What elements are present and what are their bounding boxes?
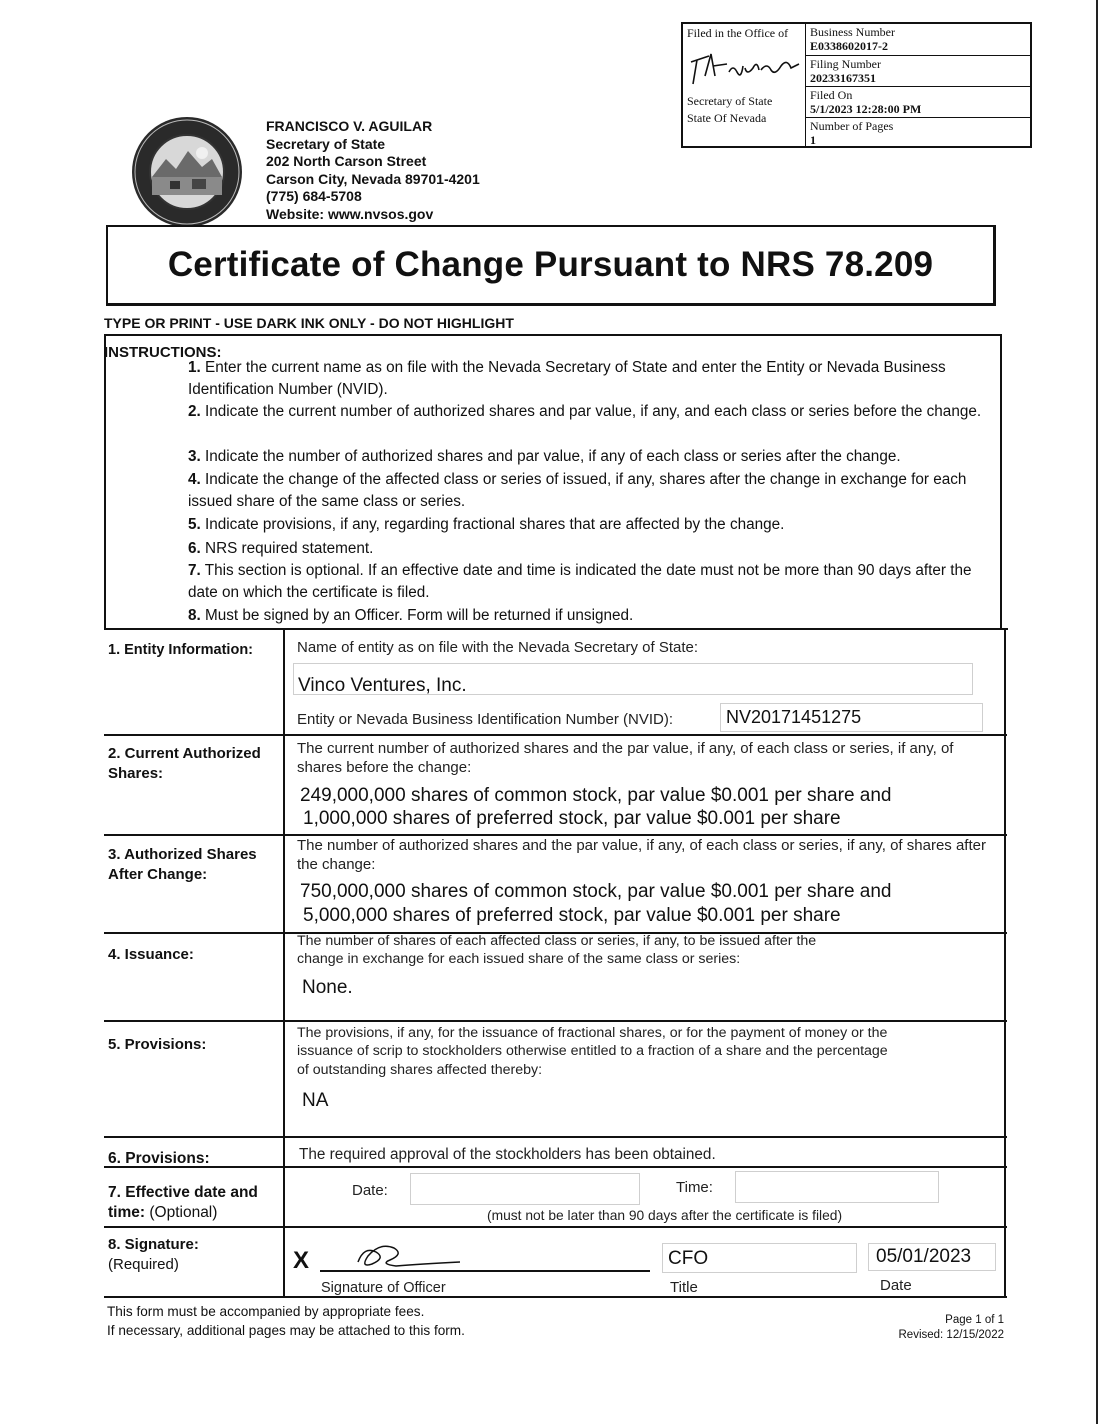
business-number: E0338602017-2 xyxy=(810,39,888,53)
street-address: 202 North Carson Street xyxy=(266,153,427,170)
title-box xyxy=(106,225,996,306)
section-1-desc: Name of entity as on file with the Nevada Secretary of State: xyxy=(297,639,699,656)
office-label: Filed in the Office of xyxy=(687,26,789,40)
business-number-cell xyxy=(806,24,1032,56)
section-2-label: 2. Current Authorized Shares: xyxy=(108,745,261,782)
nevada-seal-icon xyxy=(130,115,244,229)
footer-fees: This form must be accompanied by appropriate fees. xyxy=(107,1304,425,1319)
section-5-label: 5. Provisions: xyxy=(108,1036,207,1053)
time-label: Time: xyxy=(676,1179,713,1196)
secretary-signature-icon xyxy=(687,46,803,90)
section-2-desc: The current number of authorized shares and the par value, if any, of each class or series, if any, of shares before the change: xyxy=(297,740,954,776)
section-1-label: 1. Entity Information: xyxy=(108,642,253,658)
section-5-desc-1: The provisions, if any, for the issuance of fractional shares, or for the payment of money or the xyxy=(297,1025,888,1041)
pages: 1 xyxy=(810,133,816,147)
row-divider xyxy=(104,1166,1007,1168)
section-4-desc-2: change in exchange for each issued share of the same class or series: xyxy=(297,951,741,967)
row-divider xyxy=(104,1226,1007,1228)
new-shares-common: 750,000,000 shares of common stock, par value $0.001 per share and xyxy=(300,881,892,902)
office-address xyxy=(266,118,480,224)
section-5-desc-3: of outstanding shares affected thereby: xyxy=(297,1062,543,1078)
filing-office-column xyxy=(683,24,806,146)
form-divider-vertical xyxy=(283,628,285,1298)
page-number: Page 1 of 1 xyxy=(945,1314,1004,1326)
filing-number: 20233167351 xyxy=(810,71,876,85)
filing-box xyxy=(681,22,1032,148)
effective-date-field[interactable] xyxy=(410,1173,640,1205)
instruction-item: 3. Indicate the number of authorized shares and par value, if any of each class or series after the change. xyxy=(188,448,901,465)
signature-field[interactable] xyxy=(320,1240,650,1270)
business-number-label: Business Number xyxy=(810,25,895,39)
nvid: NV20171451275 xyxy=(726,707,862,727)
section-3-label: 3. Authorized Shares After Change: xyxy=(108,846,257,883)
signature-x: X xyxy=(293,1247,310,1274)
pages-label: Number of Pages xyxy=(810,119,894,133)
new-shares-preferred: 5,000,000 shares of preferred stock, par value $0.001 per share xyxy=(303,905,841,926)
signature-caption: Signature of Officer xyxy=(321,1280,446,1296)
effective-date-note: (must not be later than 90 days after the certificate is filed) xyxy=(487,1208,843,1223)
page-edge xyxy=(1096,0,1098,1424)
secretary-label: Secretary of State xyxy=(687,94,773,108)
instruction-item: 8. Must be signed by an Officer. Form will be returned if unsigned. xyxy=(188,607,634,624)
section-6-label: 6. Provisions: xyxy=(108,1150,210,1167)
page-title: Certificate of Change Pursuant to NRS 78.209 xyxy=(167,245,934,284)
state-label: State Of Nevada xyxy=(687,111,767,125)
phone-number: (775) 684-5708 xyxy=(266,188,362,205)
pages-cell xyxy=(806,118,1032,148)
stockholder-statement: The required approval of the stockholders has been obtained. xyxy=(299,1146,716,1163)
issuance-answer: None. xyxy=(302,977,353,998)
instructions-title: INSTRUCTIONS: xyxy=(104,344,222,361)
effective-time-field[interactable] xyxy=(735,1171,939,1203)
instruction-item: 2. Indicate the current number of authorized shares and par value, if any, and each class or series before the change. xyxy=(188,403,982,420)
section-4-label: 4. Issuance: xyxy=(108,946,194,963)
date-caption: Date xyxy=(880,1277,912,1294)
signature-line xyxy=(320,1270,650,1272)
form-right-edge xyxy=(1004,628,1006,1298)
filed-on-label: Filed On xyxy=(810,88,853,102)
type-print-note: TYPE OR PRINT - USE DARK INK ONLY - DO NOT HIGHLIGHT xyxy=(104,315,514,331)
secretary-name: FRANCISCO V. AGUILAR xyxy=(266,118,433,134)
current-shares-common: 249,000,000 shares of common stock, par value $0.001 per share and xyxy=(300,785,892,806)
footer-pages: If necessary, additional pages may be attached to this form. xyxy=(107,1323,465,1338)
filing-number-label: Filing Number xyxy=(810,57,881,71)
row-divider xyxy=(104,734,1007,736)
section-8-label: 8. Signature: (Required) xyxy=(108,1236,199,1273)
row-divider xyxy=(104,1296,1007,1298)
provisions-answer: NA xyxy=(302,1090,329,1111)
filed-on-cell xyxy=(806,87,1032,118)
date-label: Date: xyxy=(352,1182,388,1199)
section-5-desc-2: issuance of scrip to stockholders otherwise entitled to a fraction of a share and the percentage xyxy=(297,1043,888,1059)
nvid-label: Entity or Nevada Business Identification Number (NVID): xyxy=(297,711,673,728)
filing-number-cell xyxy=(806,56,1032,87)
filed-on: 5/1/2023 12:28:00 PM xyxy=(810,102,922,116)
section-7-label: 7. Effective date and time: (Optional) xyxy=(108,1184,258,1221)
section-4-desc-1: The number of shares of each affected class or series, if any, to be issued after the xyxy=(297,933,817,949)
instruction-item: 5. Indicate provisions, if any, regarding fractional shares that are affected by the change. xyxy=(188,516,785,533)
row-divider xyxy=(104,1020,1007,1022)
secretary-role: Secretary of State xyxy=(266,135,386,152)
website: Website: www.nvsos.gov xyxy=(266,205,434,222)
signature-date: 05/01/2023 xyxy=(876,1246,972,1267)
instruction-item: 1. Enter the current name as on file with the Nevada Secretary of State and enter the Entity or Nevada Business Identification Number (NVID). xyxy=(188,359,946,398)
city-address: Carson City, Nevada 89701-4201 xyxy=(266,170,480,187)
officer-title: CFO xyxy=(668,1248,709,1269)
title-caption: Title xyxy=(670,1279,698,1296)
section-3-desc: The number of authorized shares and the par value, if any, of each class or series, if any, of shares after the change: xyxy=(297,837,986,873)
row-divider xyxy=(104,1136,1007,1138)
instruction-item: 4. Indicate the change of the affected class or series of issued, if any, shares after the change in exchange for each issued share of the same class or series. xyxy=(188,471,967,510)
instruction-item: 6. NRS required statement. xyxy=(188,540,374,557)
revision-date: Revised: 12/15/2022 xyxy=(898,1329,1004,1341)
entity-name: Vinco Ventures, Inc. xyxy=(298,675,467,696)
instruction-item: 7. This section is optional. If an effective date and time is indicated the date must not be more than 90 days after the date on which the certificate is filed. xyxy=(188,562,972,601)
current-shares-preferred: 1,000,000 shares of preferred stock, par value $0.001 per share xyxy=(303,808,841,829)
